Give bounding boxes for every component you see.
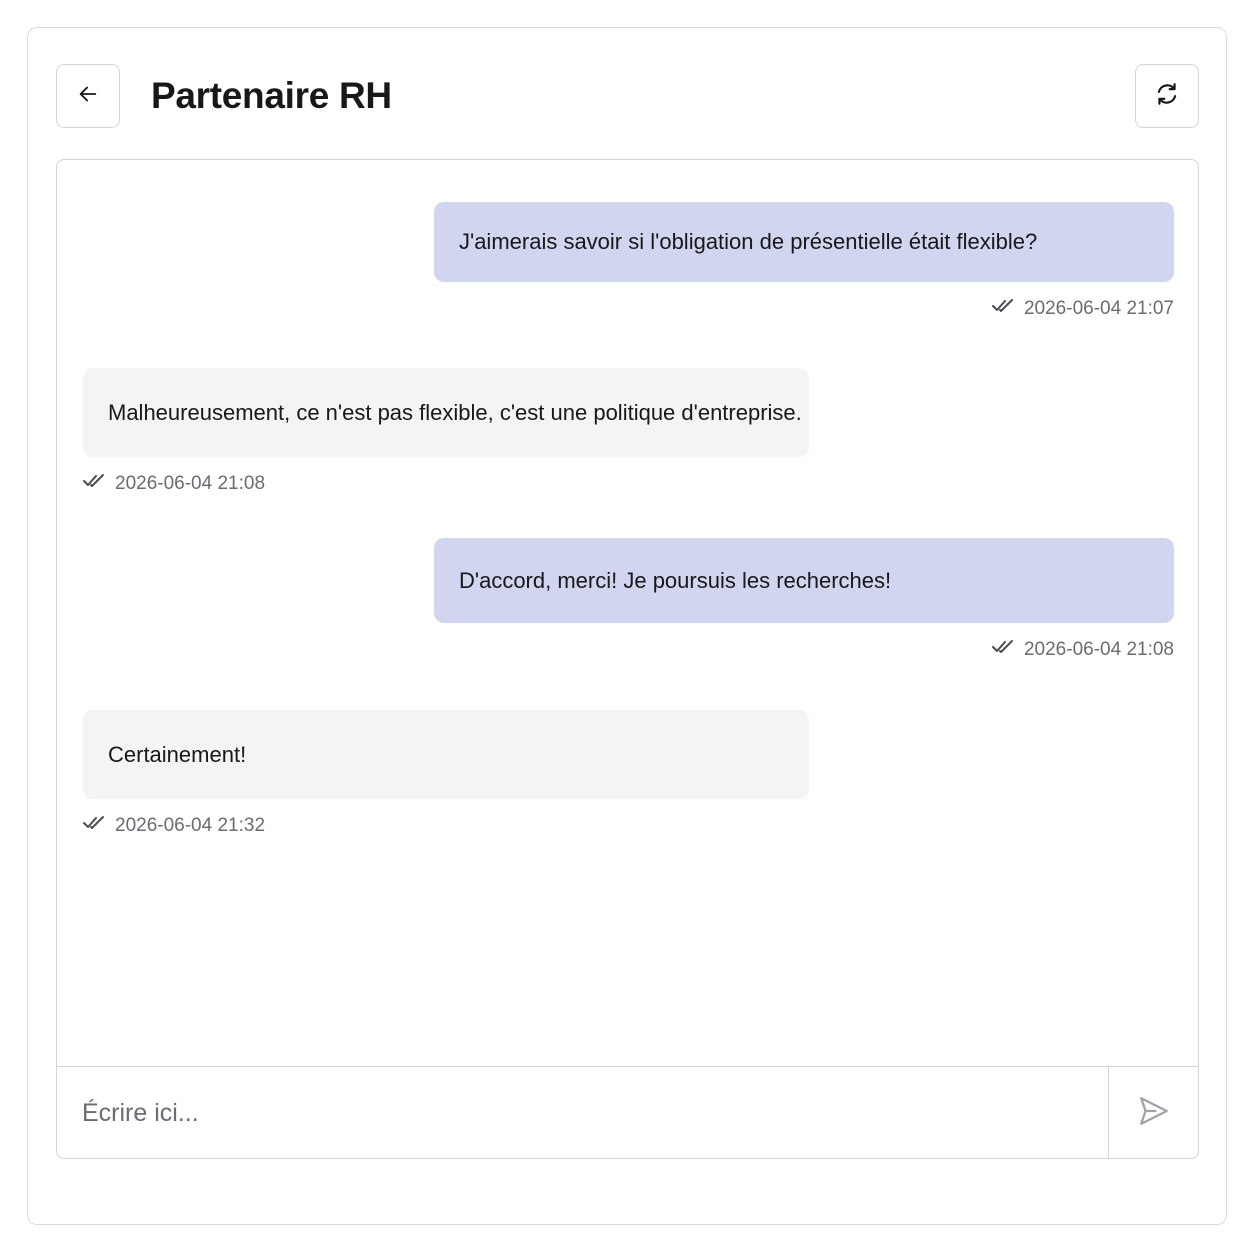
message-text: J'aimerais savoir si l'obligation de présentielle était flexible? [459,229,1038,254]
message-bubble-incoming [83,710,809,799]
send-button[interactable] [1108,1067,1199,1159]
arrow-left-icon [77,83,99,110]
double-check-icon [992,639,1024,661]
composer [57,1066,1198,1159]
back-button[interactable] [56,64,120,128]
message-bubble-outgoing [434,202,1174,282]
message-bubble-outgoing [434,538,1174,623]
message-meta [992,637,1174,663]
message-text: Certainement! [108,741,247,767]
double-check-icon [83,473,115,495]
page-title: Partenaire RH [151,75,392,116]
message-text: Malheureusement, ce n'est pas flexible, c'est une politique d'entreprise. [108,399,802,425]
double-check-icon [83,815,115,837]
double-check-icon [992,298,1024,320]
chat-window [27,27,1227,1225]
message-bubble-incoming [83,368,809,457]
refresh-icon [1154,81,1180,112]
message-meta [83,813,265,839]
message-text: D'accord, merci! Je poursuis les recherches! [459,567,892,593]
send-icon [1137,1094,1171,1133]
message-timestamp: 2026-06-04 21:32 [115,815,266,836]
message-meta [83,471,265,497]
message-timestamp: 2026-06-04 21:08 [115,473,266,494]
refresh-button[interactable] [1135,64,1199,128]
message-input[interactable] [57,1067,1108,1159]
message-meta [992,296,1174,322]
message-timestamp: 2026-06-04 21:08 [1023,639,1174,660]
message-timestamp: 2026-06-04 21:07 [1023,298,1174,319]
chat-panel [56,159,1199,1159]
